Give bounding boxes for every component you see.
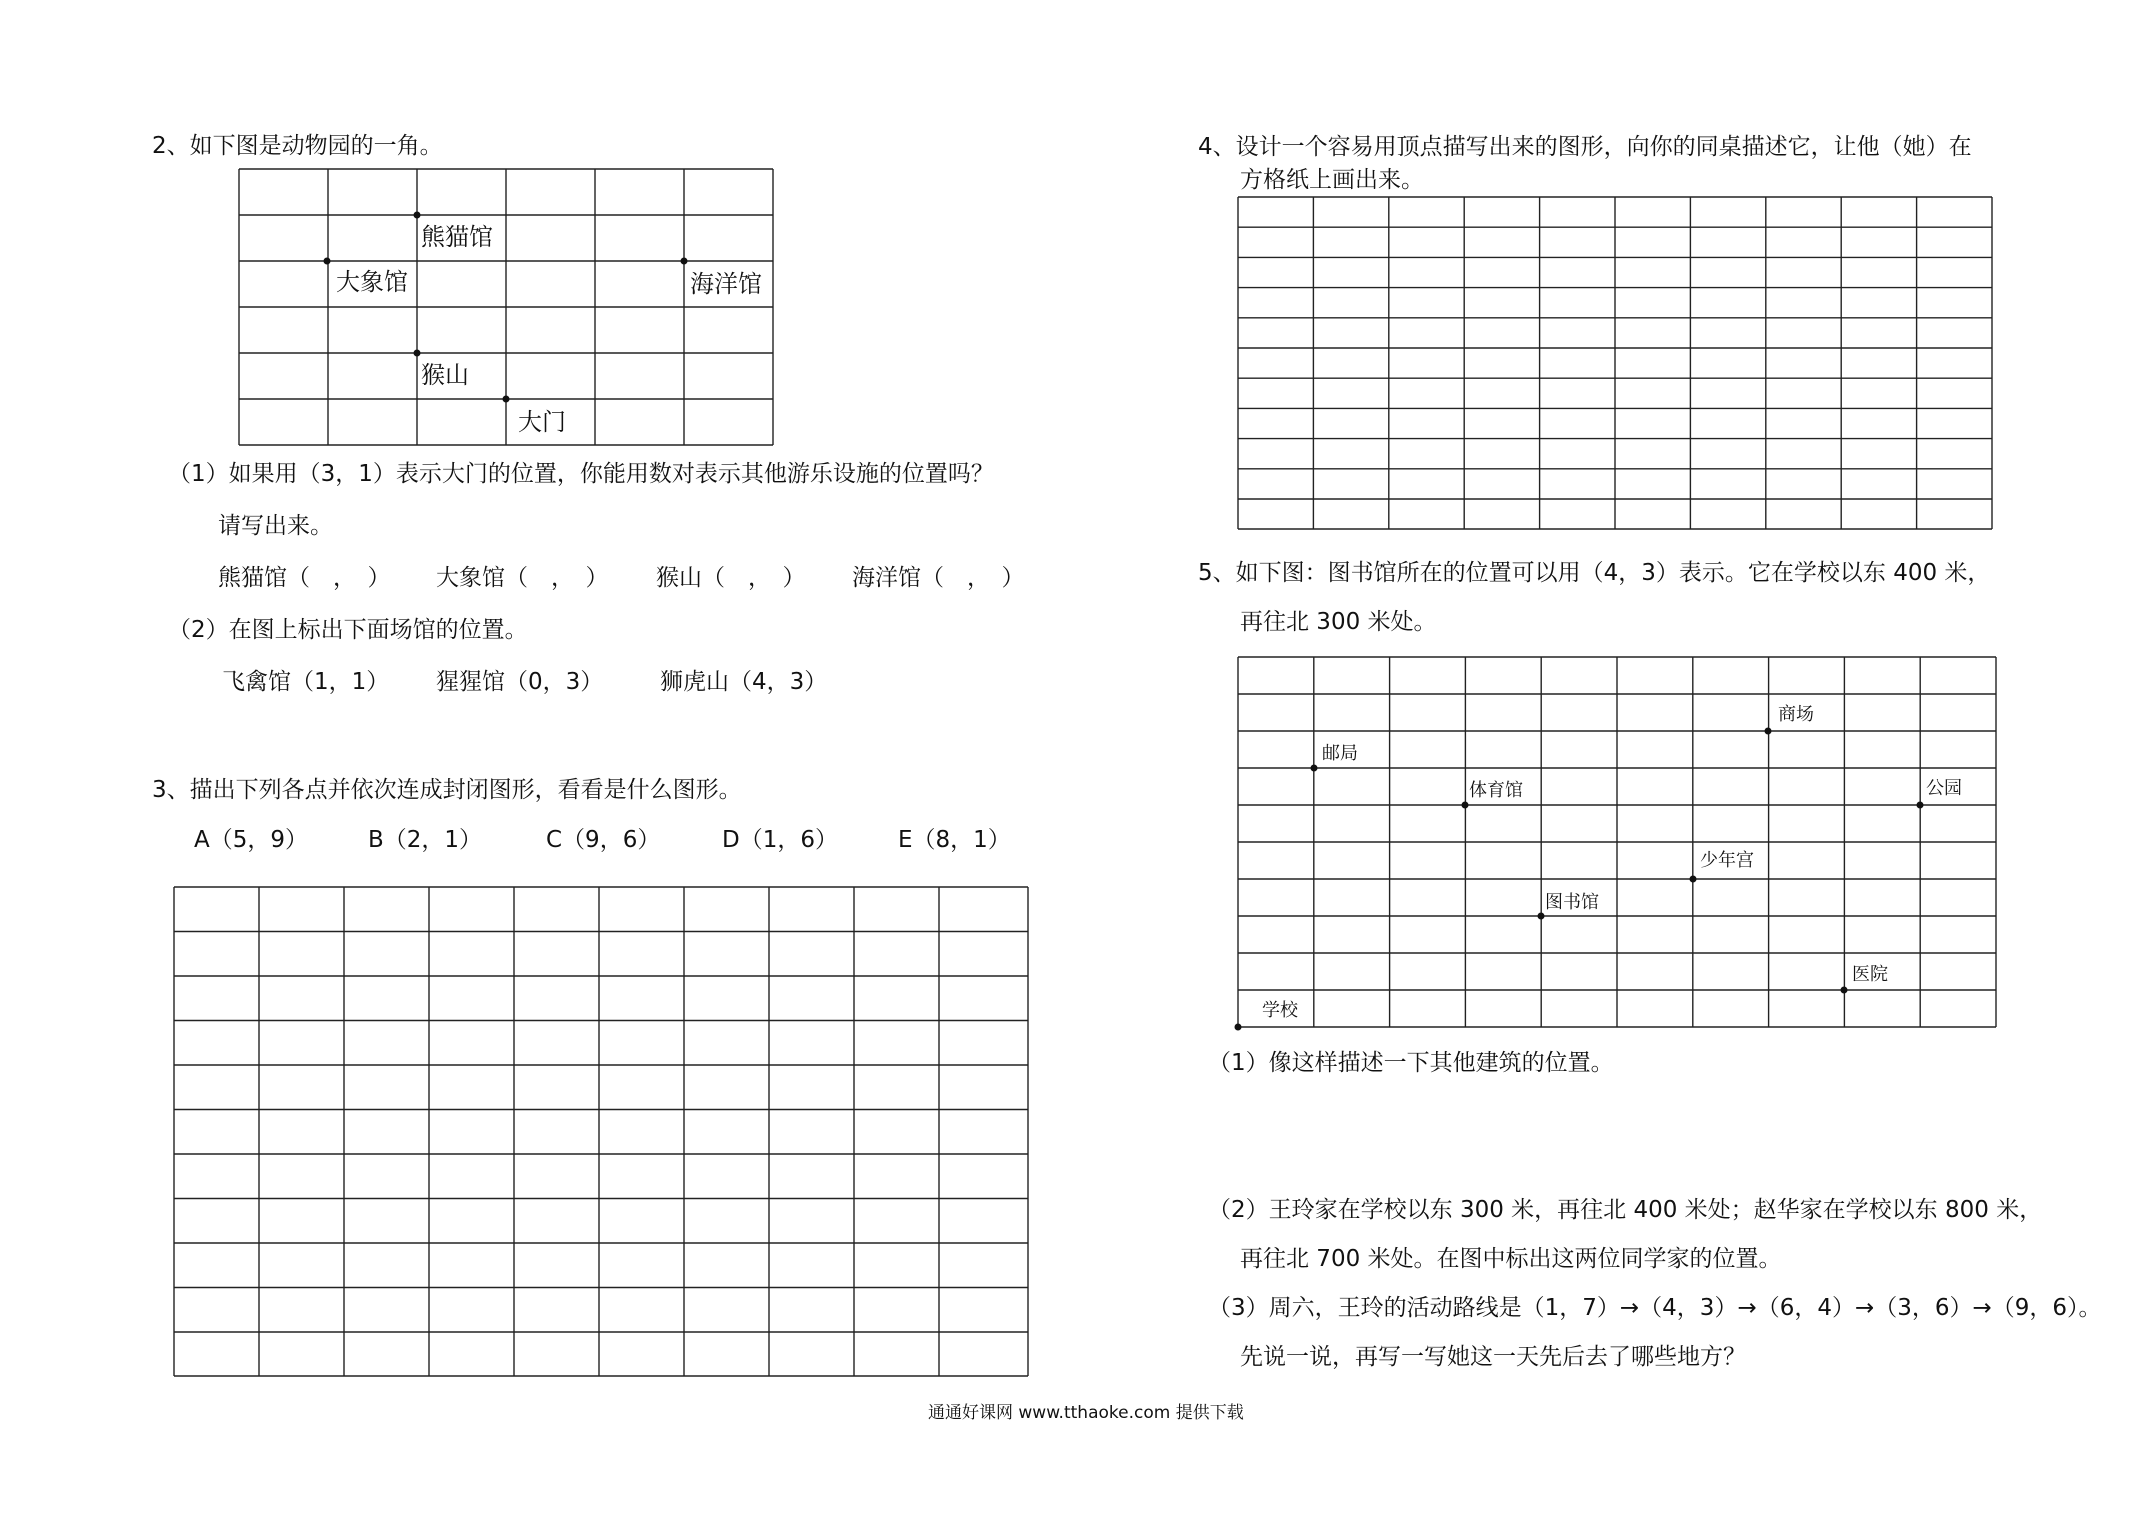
map-label-hospital: 医院 bbox=[1852, 964, 1888, 985]
mark-lion: 狮虎山（4，3） bbox=[660, 669, 828, 695]
park-point bbox=[1917, 802, 1924, 809]
point-c: C（9，6） bbox=[546, 827, 661, 853]
post-office-point bbox=[1311, 765, 1318, 772]
elephant-point bbox=[324, 258, 331, 265]
q4-grid bbox=[1237, 196, 1993, 530]
map-label-park: 公园 bbox=[1926, 778, 1962, 799]
page-footer: 通通好课网 www.tthaoke.com 提供下载 bbox=[928, 1403, 1244, 1423]
zoo-grid bbox=[238, 168, 774, 446]
library-point bbox=[1538, 913, 1545, 920]
point-e: E（8，1） bbox=[898, 827, 1011, 853]
map-label-gym: 体育馆 bbox=[1469, 780, 1523, 801]
map-label-youth: 少年宫 bbox=[1700, 850, 1754, 871]
q2-part1-line2: 请写出来。 bbox=[218, 513, 333, 539]
zoo-label-panda: 熊猫馆 bbox=[421, 223, 493, 251]
q2-part1-line1: （1）如果用（3，1）表示大门的位置，你能用数对表示其他游乐设施的位置吗？ bbox=[168, 461, 994, 487]
answer-elephant: 大象馆（ ， ） bbox=[436, 565, 609, 591]
point-a: A（5，9） bbox=[194, 827, 309, 853]
answer-monkey: 猴山（ ， ） bbox=[656, 565, 806, 591]
map-label-library: 图书馆 bbox=[1545, 892, 1599, 913]
q5-part3-line2: 先说一说，再写一写她这一天先后去了哪些地方？ bbox=[1240, 1344, 1746, 1370]
map-label-mall: 商场 bbox=[1778, 704, 1814, 725]
answer-ocean: 海洋馆（ ， ） bbox=[852, 565, 1025, 591]
school-point bbox=[1235, 1024, 1242, 1031]
monkey-point bbox=[414, 350, 421, 357]
gate-point bbox=[503, 396, 510, 403]
q4-line1: 4、设计一个容易用顶点描写出来的图形，向你的同桌描述它，让他（她）在 bbox=[1198, 134, 1972, 160]
mall-point bbox=[1765, 728, 1772, 735]
q5-line1: 5、如下图：图书馆所在的位置可以用（4，3）表示。它在学校以东 400 米， bbox=[1198, 560, 1991, 586]
zoo-label-ocean: 海洋馆 bbox=[690, 270, 762, 298]
youth-palace-point bbox=[1690, 876, 1697, 883]
point-b: B（2，1） bbox=[368, 827, 483, 853]
zoo-label-gate: 大门 bbox=[518, 408, 566, 436]
q2-title: 2、如下图是动物园的一角。 bbox=[152, 133, 443, 159]
q5-line2: 再往北 300 米处。 bbox=[1240, 609, 1437, 635]
ocean-point bbox=[681, 258, 688, 265]
mark-gorilla: 猩猩馆（0，3） bbox=[436, 669, 604, 695]
q2-part2: （2）在图上标出下面场馆的位置。 bbox=[168, 617, 528, 643]
panda-point bbox=[414, 212, 421, 219]
q5-part3-line1: （3）周六，王玲的活动路线是（1，7）→（4，3）→（6，4）→（3，6）→（9，6）。 bbox=[1208, 1295, 2102, 1321]
gym-point bbox=[1462, 802, 1469, 809]
q4-line2: 方格纸上画出来。 bbox=[1240, 167, 1424, 193]
map-label-school: 学校 bbox=[1262, 1000, 1298, 1021]
point-d: D（1，6） bbox=[722, 827, 838, 853]
q3-title: 3、描出下列各点并依次连成封闭图形，看看是什么图形。 bbox=[152, 777, 742, 803]
zoo-label-monkey: 猴山 bbox=[421, 361, 469, 389]
q5-part1: （1）像这样描述一下其他建筑的位置。 bbox=[1208, 1050, 1614, 1076]
zoo-label-elephant: 大象馆 bbox=[336, 268, 408, 296]
q3-grid bbox=[173, 886, 1029, 1377]
hospital-point bbox=[1841, 987, 1848, 994]
answer-panda: 熊猫馆（ ， ） bbox=[218, 565, 391, 591]
q5-part2-line1: （2）王玲家在学校以东 300 米，再往北 400 米处；赵华家在学校以东 800 米， bbox=[1208, 1197, 2043, 1223]
map-label-post: 邮局 bbox=[1322, 743, 1358, 764]
q5-part2-line2: 再往北 700 米处。在图中标出这两位同学家的位置。 bbox=[1240, 1246, 1782, 1272]
mark-bird: 飞禽馆（1，1） bbox=[222, 669, 390, 695]
